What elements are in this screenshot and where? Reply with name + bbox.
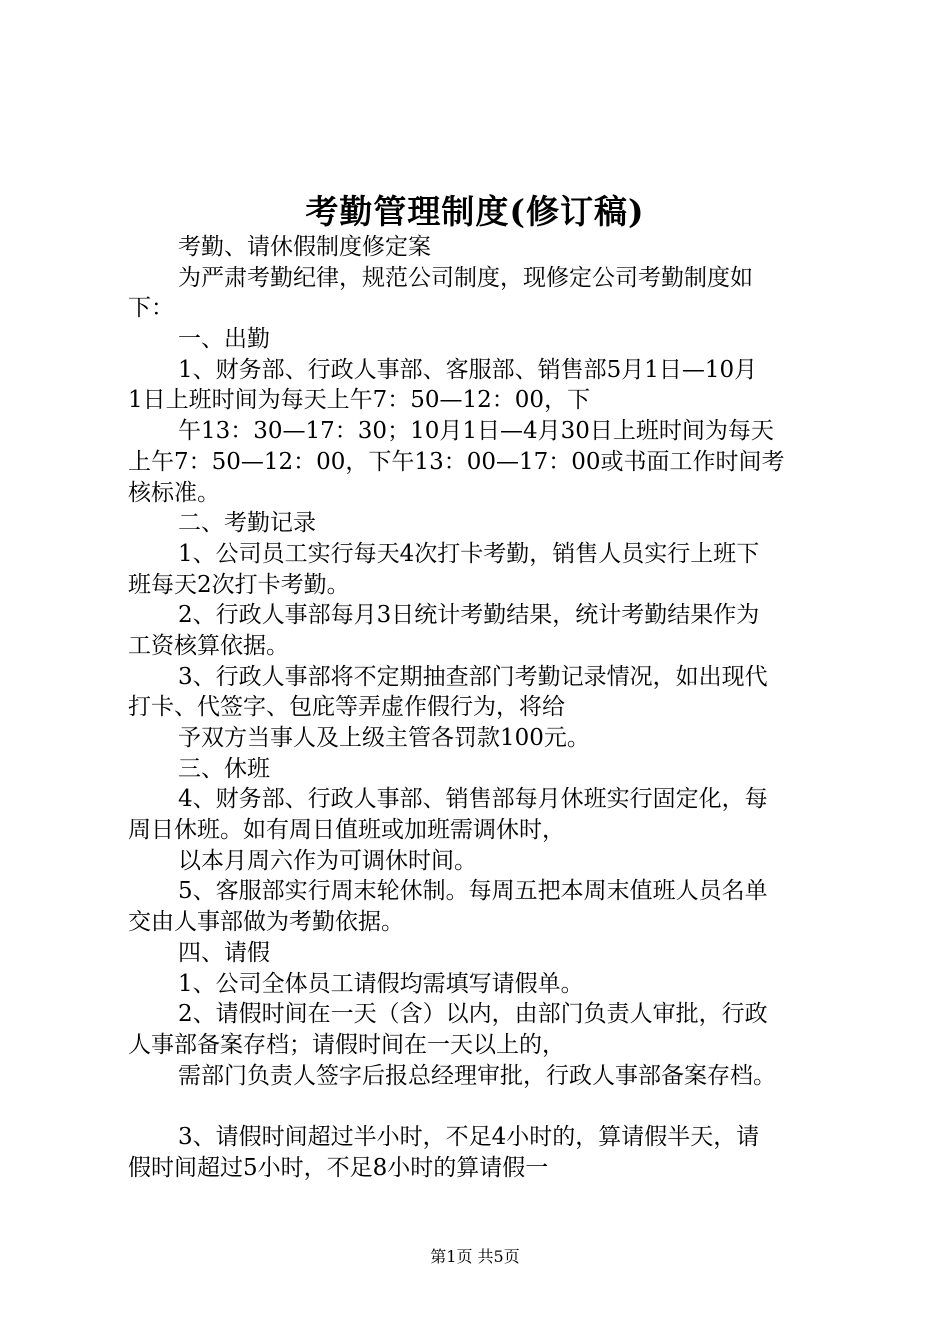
paragraph-line: 予双方当事人及上级主管各罚款100元。 [178, 725, 590, 751]
paragraph-line: 考勤、请休假制度修定案 [178, 234, 431, 260]
paragraph-line: 1、公司全体员工请假均需填写请假单。 [178, 970, 584, 997]
paragraph-line: 2、请假时间在一天（含）以内，由部门负责人审批，行政 [178, 1001, 768, 1028]
paragraph-line: 以本月周六作为可调休时间。 [178, 847, 477, 874]
paragraph-line: 午13：30—17：30；10月1日—4月30日上班时间为每天 [178, 418, 774, 445]
paragraph-line: 打卡、代签字、包庇等弄虚作假行为，将给 [128, 694, 565, 721]
paragraph-line: 下： [128, 295, 174, 322]
paragraph-line: 班每天2次打卡考勤。 [128, 571, 350, 598]
paragraph-line: 需部门负责人签字后报总经理审批，行政人事部备案存档。 [178, 1062, 776, 1089]
document-body [128, 232, 840, 1183]
paragraph-line: 假时间超过5小时，不足8小时的算请假一 [128, 1154, 549, 1181]
paragraph-line: 为严肃考勤纪律，规范公司制度，现修定公司考勤制度如 [178, 264, 753, 291]
paragraph-line: 人事部备案存档；请假时间在一天以上的， [128, 1031, 565, 1058]
paragraph-line: 1、公司员工实行每天4次打卡考勤，销售人员实行上班下 [178, 540, 760, 567]
paragraph-line: 工资核算依据。 [128, 632, 289, 659]
document-title: 考勤管理制度(修订稿) [305, 192, 645, 231]
paragraph-line: 核标准。 [128, 479, 220, 506]
paragraph-line: 上午7：50—12：00，下午13：00—17：00或书面工作时间考 [128, 448, 785, 475]
paragraph-line: 周日休班。如有周日值班或加班需调休时， [128, 817, 565, 844]
paragraph-line: 1日上班时间为每天上午7：50—12：00，下 [128, 387, 591, 414]
paragraph-line: 3、请假时间超过半小时，不足4小时的，算请假半天，请 [178, 1123, 760, 1150]
paragraph-line [128, 1091, 840, 1122]
paragraph-line: 1、财务部、行政人事部、客服部、销售部5月1日—10月 [178, 356, 758, 383]
paragraph-line: 三、休班 [178, 755, 270, 782]
paragraph-line: 四、请假 [178, 939, 270, 966]
paragraph-line: 3、行政人事部将不定期抽查部门考勤记录情况，如出现代 [178, 663, 768, 690]
paragraph-line: 4、财务部、行政人事部、销售部每月休班实行固定化，每 [178, 786, 768, 813]
paragraph-line: 交由人事部做为考勤依据。 [128, 909, 404, 936]
paragraph-line: 2、行政人事部每月3日统计考勤结果，统计考勤结果作为 [178, 602, 760, 629]
paragraph-line: 5、客服部实行周末轮休制。每周五把本周末值班人员名单 [178, 878, 768, 905]
page-footer: 第1页 共5页 [430, 1247, 520, 1266]
paragraph-line: 二、考勤记录 [178, 510, 316, 537]
paragraph-line: 一、出勤 [178, 326, 270, 353]
